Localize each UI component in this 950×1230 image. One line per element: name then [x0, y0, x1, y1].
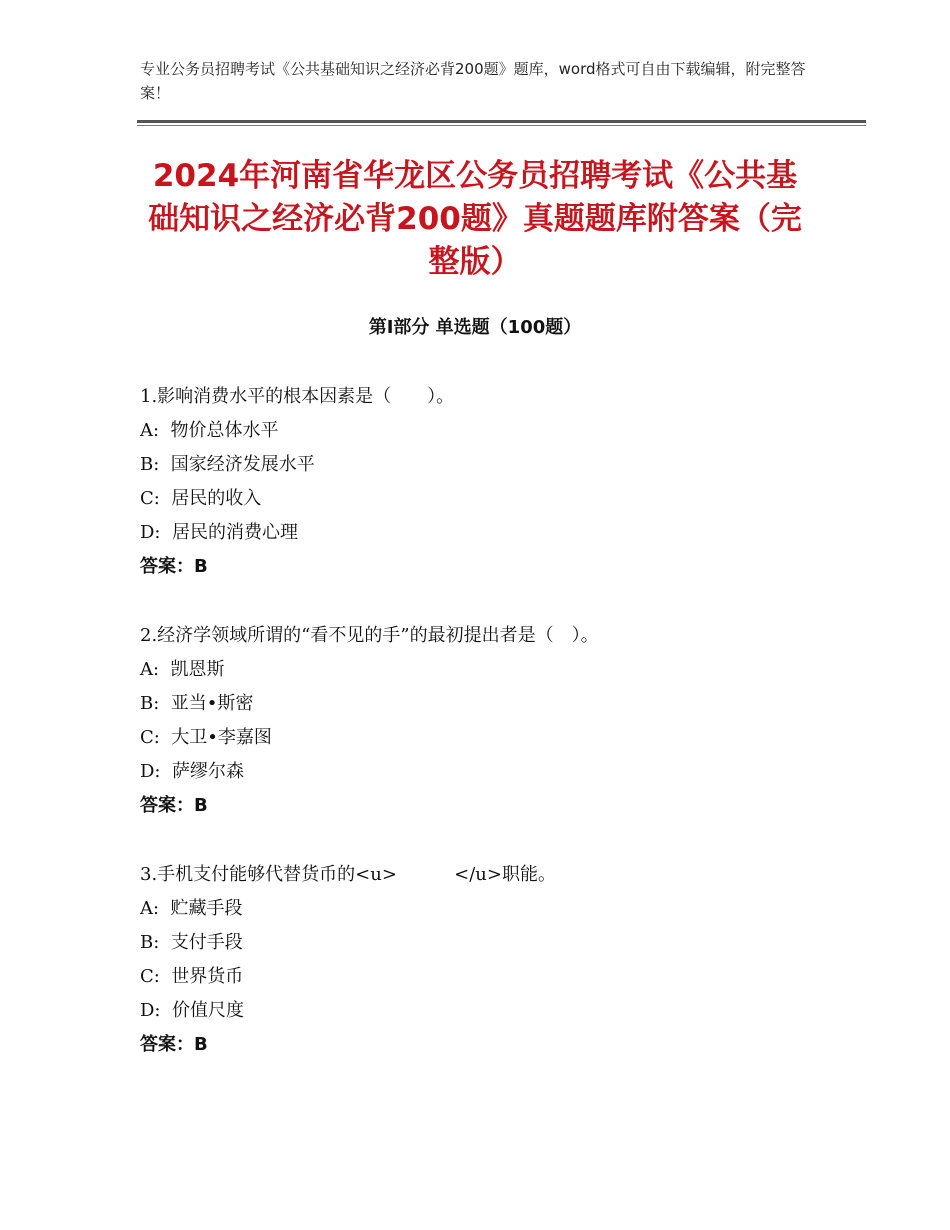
section-heading: 第Ⅰ部分 单选题（100题） — [368, 317, 582, 338]
question-stem: 3.手机支付能够代替货币的<u> </u>职能。 — [140, 864, 556, 885]
header-note: 专业公务员招聘考试《公共基础知识之经济必背200题》题库，word格式可自由下载编辑，附完整答案！ — [140, 60, 806, 102]
header-rule-thin — [137, 125, 866, 126]
option-d: D: 价值尺度 — [140, 1000, 244, 1021]
question-stem: 1.影响消费水平的根本因素是（ ）。 — [140, 386, 455, 407]
header-rule-thick — [137, 120, 866, 123]
option-d: D: 萨缪尔森 — [140, 761, 244, 782]
option-b: B: 国家经济发展水平 — [140, 454, 315, 475]
option-c: C: 世界货币 — [140, 966, 244, 987]
option-a: A: 贮藏手段 — [140, 898, 243, 919]
answer-line: 答案：B — [140, 795, 208, 816]
option-b: B: 亚当•斯密 — [140, 693, 254, 714]
answer-line: 答案：B — [140, 556, 208, 577]
answer-line: 答案：B — [140, 1034, 208, 1055]
option-d: D: 居民的消费心理 — [140, 522, 298, 543]
option-c: C: 居民的收入 — [140, 488, 262, 509]
option-a: A: 物价总体水平 — [140, 420, 279, 441]
question-block — [140, 380, 840, 584]
option-a: A: 凯恩斯 — [140, 659, 225, 680]
question-block — [140, 619, 840, 823]
option-c: C: 大卫•李嘉图 — [140, 727, 272, 748]
question-stem: 2.经济学领域所谓的“看不见的手”的最初提出者是（ ）。 — [140, 625, 599, 646]
document-title: 2024年河南省华龙区公务员招聘考试《公共基础知识之经济必背200题》真题题库附答案（完整版） — [148, 158, 802, 280]
option-b: B: 支付手段 — [140, 932, 243, 953]
question-block — [140, 858, 840, 1062]
